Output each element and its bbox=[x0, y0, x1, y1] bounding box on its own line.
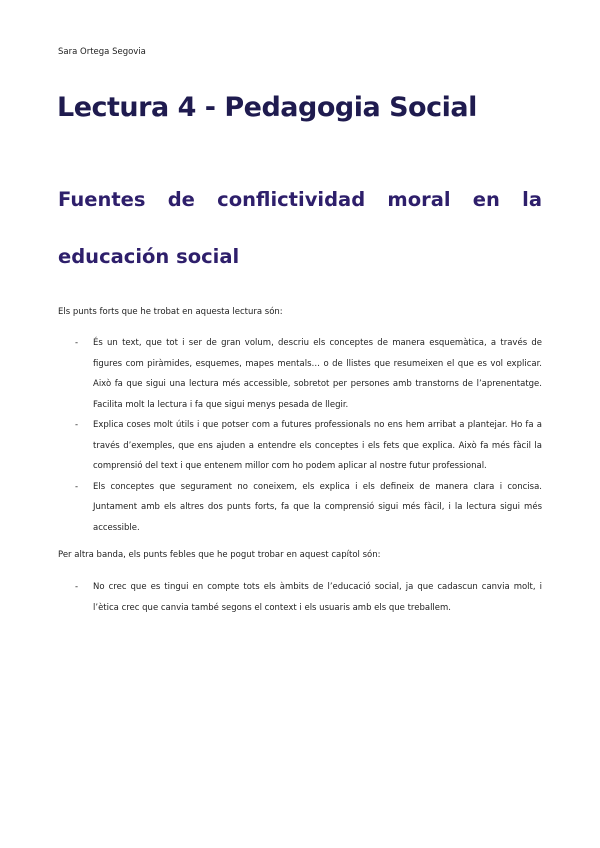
list-item-text: Els conceptes que segurament no coneixem, els explica i els defineix de manera clara i concisa. Juntament amb els altres dos punts forts, fa que la comprensió sigui més fàcil, i la lectura sigui més accessible. bbox=[93, 481, 542, 533]
list-item bbox=[58, 333, 542, 415]
weaknesses-intro: Per altra banda, els punts febles que he pogut trobar en aquest capítol són: bbox=[58, 550, 381, 560]
list-item-text: És un text, que tot i ser de gran volum, descriu els conceptes de manera esquemàtica, a través de figures com piràmides, esquemes, mapes mentals… o de llistes que resumeixen el que es vol explicar. Això fa que sigui una lectura més accessible, sobretot per persones amb transtorns de l’aprenentatge. Facilita molt la lectura i fa que sigui menys pesada de llegir. bbox=[93, 338, 542, 410]
list-item bbox=[58, 477, 542, 539]
subtitle-line-1: Fuentes de conflictividad moral en la bbox=[58, 188, 542, 211]
subtitle-line-2: educación social bbox=[58, 245, 240, 268]
bullet-dash: - bbox=[75, 582, 79, 592]
list-item-text: Explica coses molt útils i que potser com a futures professionals no ens hem arribat a plantejar. Ho fa a través d’exemples, que ens ajuden a entendre els conceptes i els fets que explica. Això fa més fàcil la comprensió del text i que entenem millor com ho podem aplicar al nostre futur professional. bbox=[93, 420, 542, 471]
bullet-dash: - bbox=[75, 338, 79, 348]
list-item bbox=[58, 415, 542, 477]
list-item bbox=[58, 577, 542, 618]
strengths-list bbox=[58, 333, 542, 538]
author-name: Sara Ortega Segovia bbox=[58, 47, 146, 57]
page-title: Lectura 4 - Pedagogia Social bbox=[57, 92, 477, 123]
weaknesses-list bbox=[58, 577, 542, 618]
list-item-text: No crec que es tingui en compte tots els àmbits de l’educació social, ja que cadascun canvia molt, i l’ètica crec que canvia també segons el context i els usuaris amb els que treballem. bbox=[93, 582, 542, 613]
strengths-intro: Els punts forts que he trobat en aquesta lectura són: bbox=[58, 307, 283, 317]
bullet-dash: - bbox=[75, 481, 79, 492]
bullet-dash: - bbox=[75, 420, 79, 430]
